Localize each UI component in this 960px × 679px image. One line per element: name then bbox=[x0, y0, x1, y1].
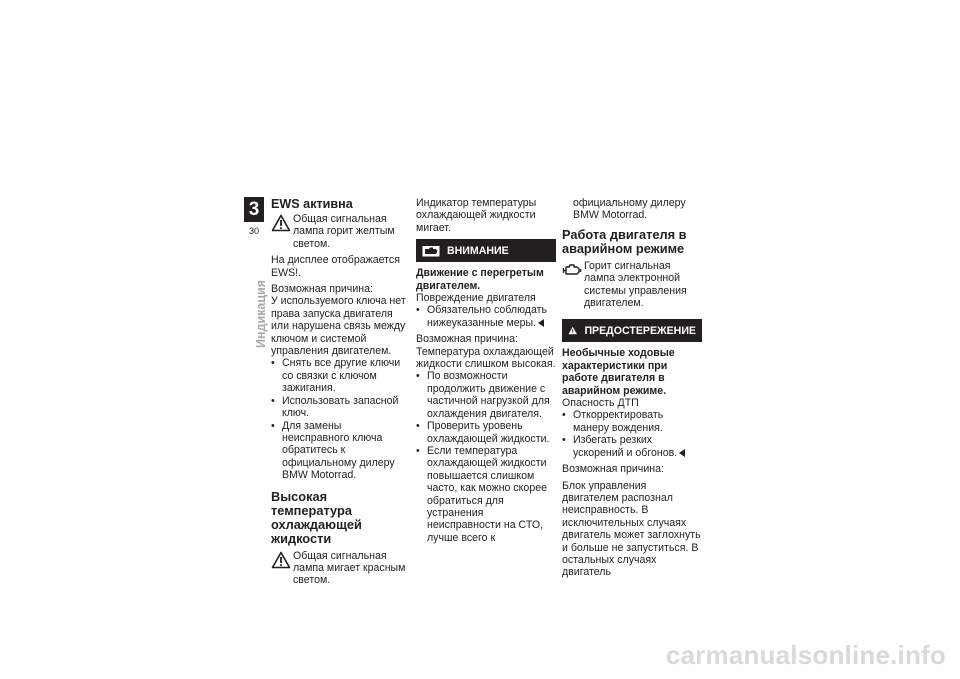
cause-text: Температура охлаждающей жидкости слишком высокая. bbox=[416, 345, 556, 371]
list-item: • Обязательно соблюдать нижеуказанные меры. bbox=[416, 304, 556, 329]
red-lamp-block bbox=[271, 550, 411, 587]
end-of-section-icon bbox=[538, 319, 544, 327]
continued-text: официальному дилеру BMW Motorrad. bbox=[573, 197, 686, 222]
column-3 bbox=[562, 197, 702, 579]
damage-text: Повреждение двигателя bbox=[416, 292, 536, 305]
remedy-list bbox=[416, 370, 556, 544]
watermark: carmanualsonline.info bbox=[665, 640, 946, 670]
page-number: 30 bbox=[248, 226, 259, 236]
attention-banner bbox=[416, 239, 556, 262]
list-item: • Избегать резких ускорений и обгонов. bbox=[562, 434, 702, 459]
warning-triangle-icon bbox=[271, 214, 291, 232]
engine-check-icon bbox=[562, 261, 582, 277]
danger-text: Опасность ДТП bbox=[562, 397, 639, 410]
remedy-list bbox=[271, 357, 411, 481]
warning-list bbox=[562, 409, 702, 459]
list-item: • Откорректировать манеру вождения. bbox=[562, 409, 702, 434]
cause-text: Блок управления двигателем распознал неисправность. В исключительных случаях двигатель может заглохнуть и больше не запуститься. В остальных случаях двигатель bbox=[562, 479, 701, 579]
list-item: • Использовать запасной ключ. bbox=[271, 395, 411, 420]
attention-list bbox=[416, 304, 556, 329]
warning-triangle-icon bbox=[271, 551, 291, 569]
cause-label: Возможная причина: bbox=[271, 283, 373, 296]
column-1 bbox=[271, 197, 411, 591]
warning-triangle-icon bbox=[568, 323, 577, 338]
cause-label: Возможная причина: bbox=[562, 463, 664, 476]
engine-oil-icon bbox=[422, 244, 440, 257]
chapter-title: Индикация bbox=[254, 279, 268, 348]
engine-lamp-text: Горит сигнальная лампа электронной системы управления двигателем. bbox=[584, 259, 687, 310]
list-item: • По возможности продолжить движение с частичной нагрузкой для охлаждения двигателя. bbox=[416, 370, 556, 420]
heading-ews-active: EWS активна bbox=[271, 197, 353, 211]
attention-label: ВНИМАНИЕ bbox=[447, 244, 509, 257]
list-item: • Проверить уровень охлаждающей жидкости. bbox=[416, 420, 556, 445]
warning-lamp-block bbox=[271, 213, 411, 250]
attention-title: Движение с перегретым двигателем. bbox=[416, 267, 544, 292]
indicator-text: Индикатор температуры охлаждающей жидкости мигает. bbox=[416, 197, 537, 234]
end-of-section-icon bbox=[679, 449, 685, 457]
column-2 bbox=[416, 197, 556, 548]
warning-title: Необычные ходовые характеристики при работе двигателя в аварийном режиме. bbox=[562, 347, 675, 397]
warning-banner bbox=[562, 319, 702, 342]
heading-emergency-mode: Работа двигателя в аварийном режиме bbox=[562, 226, 687, 256]
list-item: • Если температура охлаждающей жидкости повышается слишком часто, как можно скорее обратиться для устранения неисправности на СТО, лучше всего к bbox=[416, 445, 556, 544]
list-item: • Для замены неисправного ключа обратитесь к официальному дилеру BMW Motorrad. bbox=[271, 420, 411, 482]
red-lamp-text: Общая сигнальная лампа мигает красным светом. bbox=[293, 549, 406, 587]
cause-label: Возможная причина: bbox=[416, 333, 518, 346]
warning-lamp-text: Общая сигнальная лампа горит желтым светом. bbox=[293, 213, 395, 250]
engine-lamp-block bbox=[562, 260, 702, 310]
warning-label: ПРЕДОСТЕРЕЖЕНИЕ bbox=[584, 324, 696, 337]
display-text: На дисплее отображается EWS!. bbox=[271, 254, 400, 279]
chapter-number: 3 bbox=[244, 197, 264, 222]
heading-high-coolant-temp: Высокая температура охлаждающей жидкости bbox=[271, 488, 362, 546]
cause-text: У используемого ключа нет права запуска двигателя или нарушена связь между ключом и системой управления двигателем. bbox=[271, 295, 406, 358]
list-item: • Снять все другие ключи со связки с ключом зажигания. bbox=[271, 357, 411, 394]
